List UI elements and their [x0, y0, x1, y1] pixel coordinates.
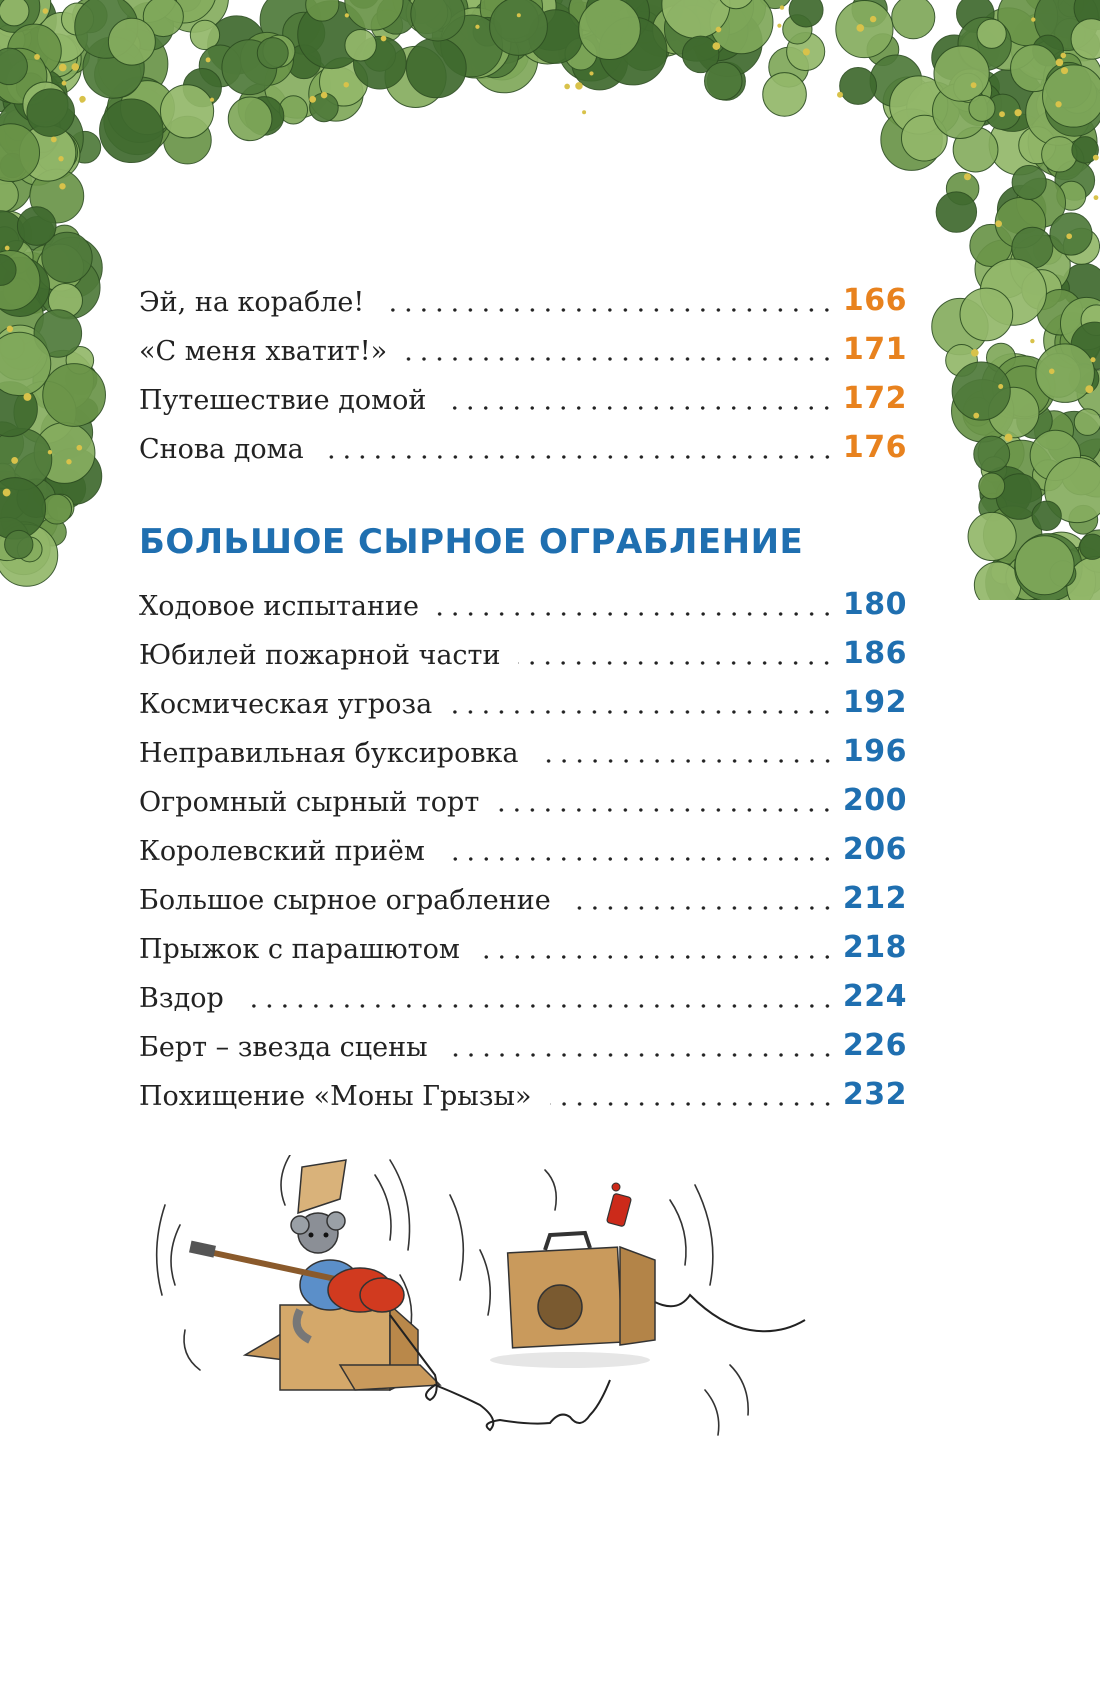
toc-entry[interactable] [139, 972, 907, 1021]
toc-entry-title: Похищение «Моны Грызы» [139, 1081, 532, 1112]
toc-entry-title: Эй, на корабле! [139, 287, 365, 318]
toc-entry-title: Огромный сырный торт [139, 787, 480, 818]
dot-leader [405, 357, 835, 361]
toc-entry-title: Большое сырное ограбление [139, 885, 551, 916]
toc-entry[interactable] [139, 1070, 907, 1119]
dot-leader [478, 955, 835, 959]
toc-entry-page: 200 [842, 783, 907, 818]
toc-entry-title: Ходовое испытание [139, 591, 419, 622]
toc-entry-page: 166 [842, 283, 907, 318]
dot-leader [382, 308, 835, 312]
guitar [189, 1241, 404, 1312]
toc-entry-title: Юбилей пожарной части [139, 640, 501, 671]
toc-entry-title: Путешествие домой [139, 385, 427, 416]
toc-entry-page: 224 [842, 979, 907, 1014]
toc-entry-title: Прыжок с парашютом [139, 934, 460, 965]
toc-entry-title: Берт – звезда сцены [139, 1032, 428, 1063]
toc-entry[interactable] [139, 678, 907, 727]
toc-entry[interactable] [139, 923, 907, 972]
toc-entry[interactable] [139, 727, 907, 776]
toc-entry-page: 171 [842, 332, 907, 367]
toc-entry-title: Снова дома [139, 434, 304, 465]
dot-leader [242, 1004, 835, 1008]
dot-leader [322, 455, 835, 459]
toc-entry[interactable] [139, 874, 907, 923]
soda-can [606, 1183, 631, 1227]
toc-entry[interactable] [139, 825, 907, 874]
dot-leader [497, 808, 835, 812]
toc-entry-page: 176 [842, 430, 907, 465]
toc-entry[interactable] [139, 374, 907, 423]
toc-entry-page: 232 [842, 1077, 907, 1112]
toc-part-one [139, 276, 907, 472]
dot-leader [437, 612, 835, 616]
toc-entry-page: 212 [842, 881, 907, 916]
toc-entry[interactable] [139, 1021, 907, 1070]
toc-entry-title: Космическая угроза [139, 689, 433, 720]
section-heading: БОЛЬШОЕ СЫРНОЕ ОГРАБЛЕНИЕ [139, 522, 804, 562]
toc-entry[interactable] [139, 776, 907, 825]
toc-entry-page: 196 [842, 734, 907, 769]
toc-entry[interactable] [139, 276, 907, 325]
toc-entry-page: 206 [842, 832, 907, 867]
dot-leader [444, 406, 834, 410]
dot-leader [537, 759, 835, 763]
mouse-guitar-illustration [150, 1155, 900, 1455]
toc-entry[interactable] [139, 423, 907, 472]
amplifier [490, 1233, 655, 1368]
toc-entry[interactable] [139, 325, 907, 374]
toc-entry-page: 226 [842, 1028, 907, 1063]
toc-section [139, 580, 907, 1119]
toc-entry[interactable] [139, 580, 907, 629]
dot-leader [450, 710, 835, 714]
dot-leader [569, 906, 835, 910]
toc-entry-page: 172 [842, 381, 907, 416]
toc-entry-page: 218 [842, 930, 907, 965]
toc-entry[interactable] [139, 629, 907, 678]
dot-leader [443, 857, 835, 861]
toc-entry-title: «С меня хватит!» [139, 336, 388, 367]
toc-entry-title: Вздор [139, 983, 224, 1014]
toc-entry-title: Неправильная буксировка [139, 738, 519, 769]
toc-entry-page: 186 [842, 636, 907, 671]
toc-entry-page: 180 [842, 587, 907, 622]
toc-entry-page: 192 [842, 685, 907, 720]
dot-leader [518, 661, 834, 665]
dot-leader [446, 1053, 835, 1057]
toc-entry-title: Королевский приём [139, 836, 425, 867]
dot-leader [550, 1102, 835, 1106]
